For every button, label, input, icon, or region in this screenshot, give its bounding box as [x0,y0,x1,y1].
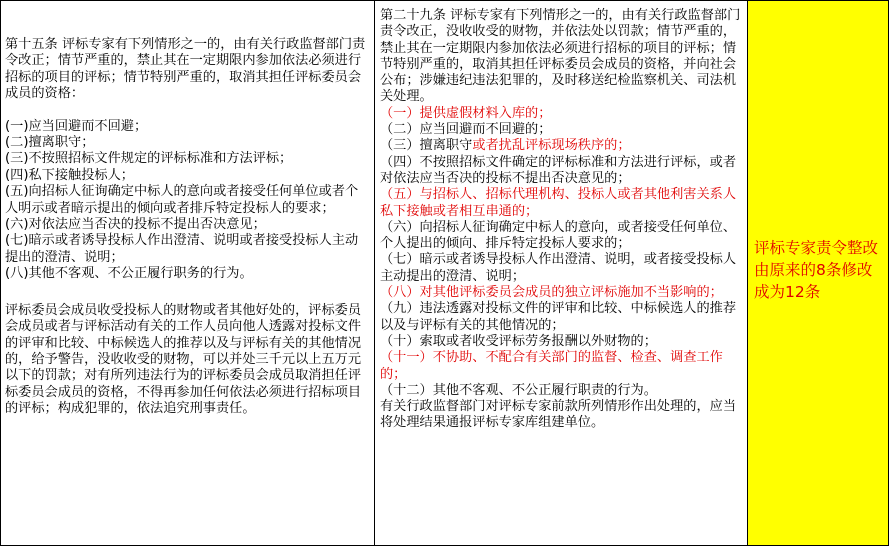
old-article-intro: 第十五条 评标专家有下列情形之一的，由有关行政监督部门责令改正；情节严重的，禁止其在一定期限内参加依法必须进行招标的项目的评标；情节特别严重的，取消其担任评标委员会成员的资格： [5,37,366,102]
new-item-6: （六）向招标人征询确定中标人的意向，或者接受任何单位、个人提出的倾向、排斥特定投标人要求的； [380,219,737,252]
old-item-6: (六)对依法应当否决的投标不提出否决意见； [5,217,266,233]
new-item-3 [380,138,744,154]
new-item-11: （十一）不协助、不配合有关部门的监督、检查、调查工作的； [380,350,723,382]
new-item-4: （四）不按照招标文件确定的评标标准和方法进行评标，或者对依法应当否决的投标不提出否决意见的； [380,154,737,186]
old-item-5: (五)向招标人征询确定中标人的意向或者接受任何单位或者个人明示或者暗示提出的倾向或者排斥特定投标人的要求； [5,184,359,216]
old-item-3: (三)不按照招标文件规定的评标标准和方法评标； [5,151,293,167]
new-article-closing: 有关行政监督部门对评标专家前款所列情形作出处理的，应当将处理结果通报评标专家库组建单位。 [380,399,737,431]
old-article-closing: 评标委员会成员收受投标人的财物或者其他好处的，评标委员会成员或者与评标活动有关的工作人员向他人透露对投标文件的评审和比较、中标候选人的推荐以及与评标有关的其他情况的，给予警告，没收收受的财物，可以并处三千元以上五万元以下的罚款；对有所列违法行为的评标委员会成员取消担任评标委员会成员的资格，不得再参加任何依法必须进行招标项目的评标；构成犯罪的，依法追究刑事责任。 [5,302,362,417]
change-note: 评标专家责令整改由原来的8条修改成为12条 [754,239,879,301]
new-item-9: （九）违法透露对投标文件的评审和比较、中标候选人的推荐以及与评标有关的其他情况的； [380,301,737,333]
new-item-2: （二）应当回避而不回避的； [380,122,552,138]
new-item-5: （五）与招标人、招标代理机构、投标人或者其他利害关系人私下接触或者相互串通的； [380,187,737,219]
new-item-3-original: （三）擅离职守 [380,138,473,154]
old-article-column [1,1,375,545]
old-item-2: (二)擅离职守； [5,135,95,151]
new-item-3-added: 或者扰乱评标现场秩序的； [472,138,631,154]
new-item-1: （一）提供虚假材料入库的； [380,105,552,121]
new-item-8: （八）对其他评标委员会成员的独立评标施加不当影响的； [380,285,723,301]
new-article-intro: 第二十九条 评标专家有下列情形之一的，由有关行政监督部门责令改正，没收收受的财物，并依法处以罚款；情节严重的，禁止其在一定期限内参加依法必须进行招标的项目的评标；情节特别严重的，取消其担任评标委员会成员的资格，并向社会公布；涉嫌违纪违法犯罪的，及时移送纪检监察机关、司法机关处理。 [380,8,741,105]
old-item-4: (四)私下接触投标人； [5,167,134,183]
new-item-10: （十）索取或者收受评标劳务报酬以外财物的； [380,333,657,349]
old-item-8: (八)其他不客观、不公正履行职务的行为。 [5,266,253,282]
new-article-column [375,1,748,545]
new-item-7: （七）暗示或者诱导投标人作出澄清、说明，或者接受投标人主动提出的澄清、说明； [380,252,737,284]
old-item-1: (一)应当回避而不回避； [5,118,148,134]
new-item-12: （十二）其他不客观、不公正履行职责的行为。 [380,382,657,398]
change-note-column [748,1,888,545]
old-item-7: (七)暗示或者诱导投标人作出澄清、说明或者接受投标人主动提出的澄清、说明； [5,233,359,265]
